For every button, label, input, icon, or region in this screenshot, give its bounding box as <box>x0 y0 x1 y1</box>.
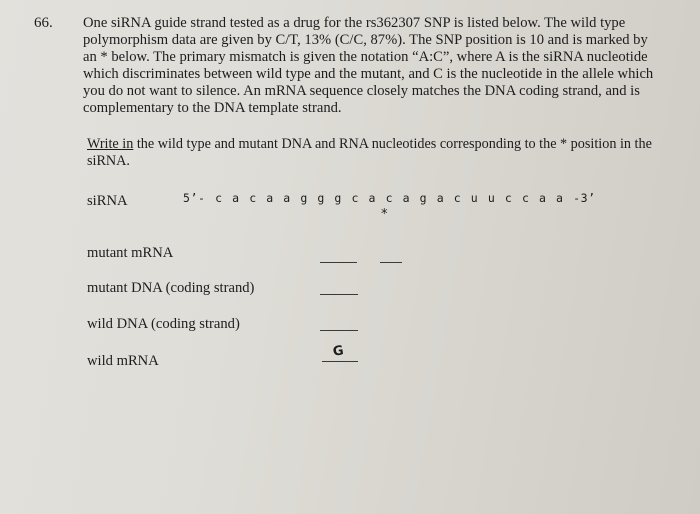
wild-mrna-handwritten-answer: G <box>332 343 345 360</box>
snp-position-marker: * <box>381 207 388 222</box>
mutant-mrna-blank-1[interactable] <box>320 262 357 263</box>
wild-dna-blank[interactable] <box>320 330 358 331</box>
mutant-dna-label: mutant DNA (coding strand) <box>87 280 255 296</box>
sirna-label: siRNA <box>87 193 128 209</box>
sirna-sequence: 5’- c a c a a g g g c a c a g a c u u c c a a -3’ <box>183 191 596 205</box>
instruction-rest: the wild type and mutant DNA and RNA nucleotides corresponding to the * position in the siRNA. <box>87 136 652 169</box>
wild-mrna-label: wild mRNA <box>87 353 159 369</box>
mutant-mrna-blank-2[interactable] <box>380 262 402 263</box>
instruction-text <box>87 136 657 170</box>
mutant-dna-blank[interactable] <box>320 294 358 295</box>
question-number: 66. <box>34 15 53 31</box>
question-text: One siRNA guide strand tested as a drug for the rs362307 SNP is listed below. The wild type polymorphism data are given by C/T, 13% (C/C, 87%). The SNP position is 10 and is marked by an * below. The primary mismatch is given the notation “A:C”, where A is the siRNA nucleotide which discriminates between wild type and the mutant, and C is the nucleotide in the allele which you do not want to silence. An mRNA sequence closely matches the DNA coding strand, and is complementary to the DNA template strand. <box>83 15 654 116</box>
wild-dna-label: wild DNA (coding strand) <box>87 316 240 332</box>
mutant-mrna-label: mutant mRNA <box>87 245 174 261</box>
wild-mrna-blank[interactable] <box>322 361 358 362</box>
instruction-underlined: Write in <box>87 136 134 152</box>
